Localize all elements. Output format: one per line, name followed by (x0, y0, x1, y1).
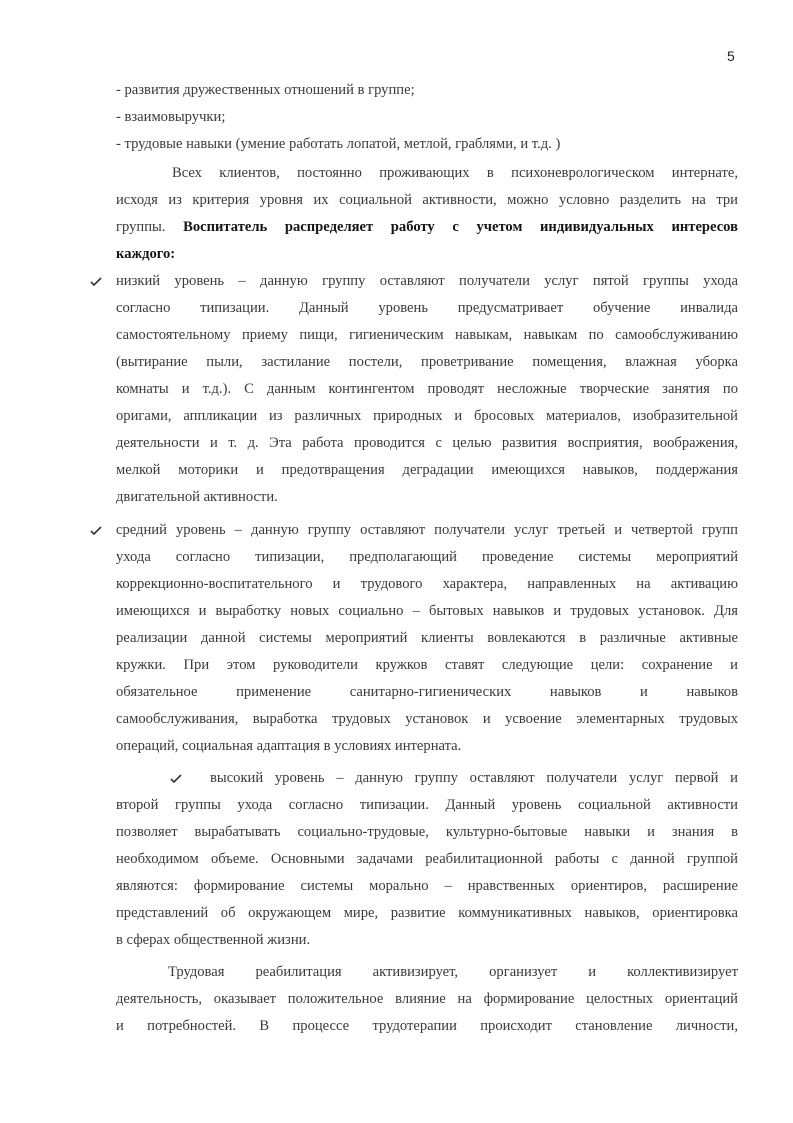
paragraph-line: имеющихся и выработку новых социально – бытовых навыков и трудовых установок. Для (116, 603, 738, 619)
paragraph-line: коррекционно-воспитательного и трудового характера, направленных на активацию (116, 576, 738, 592)
paragraph-line: операций, социальная адаптация в условиях интерната. (116, 738, 462, 754)
paragraph-line: высокий уровень – данную группу оставляют получатели услуг первой и (210, 770, 738, 786)
paragraph-line: двигательной активности. (116, 489, 278, 505)
paragraph-line: оригами, аппликации из различных природных и бросовых материалов, изобразительной (116, 408, 738, 424)
paragraph-line: (вытирание пыли, застилание постели, проветривание помещения, влажная уборка (116, 354, 738, 370)
paragraph-line: реализации данной системы мероприятий клиенты вовлекаются в различные активные (116, 630, 738, 646)
paragraph-line: Трудовая реабилитация активизирует, организует и коллективизирует (168, 964, 738, 980)
paragraph-line: позволяет вырабатывать социально-трудовые, культурно-бытовые навыки и знания в (116, 824, 738, 840)
paragraph-line: обязательное применение санитарно-гигиенических навыков и навыков (116, 684, 738, 700)
paragraph-line (116, 217, 738, 237)
bold-text: Воспитатель распределяет работу с учетом индивидуальных интересов (183, 219, 738, 235)
paragraph-line: Всех клиентов, постоянно проживающих в психоневрологическом интернате, (172, 165, 738, 181)
paragraph-line: деятельности и т. д. Эта работа проводится с целью развития восприятия, воображения, (116, 435, 738, 451)
paragraph-line: согласно типизации. Данный уровень предусматривает обучение инвалида (116, 300, 738, 316)
paragraph-line: исходя из критерия уровня их социальной активности, можно условно разделить на три (116, 192, 738, 208)
paragraph-line: являются: формирование системы морально – нравственных ориентиров, расширение (116, 878, 738, 894)
text-run: группы. (116, 219, 166, 235)
list-item: - трудовые навыки (умение работать лопатой, метлой, граблями, и т.д. ) (116, 136, 561, 152)
paragraph-line: комнаты и т.д.). С данным контингентом проводят несложные творческие занятия по (116, 381, 738, 397)
page-number: 5 (727, 48, 735, 64)
paragraph-line: самостоятельному приему пищи, гигиеническим навыкам, навыкам по самообслуживанию (116, 327, 738, 343)
checkmark-bullet-icon (170, 774, 182, 784)
checkmark-bullet-icon (90, 526, 102, 536)
bold-text: каждого: (116, 246, 176, 262)
paragraph-line: деятельность, оказывает положительное влияние на формирование целостных ориентаций (116, 991, 738, 1007)
checkmark-bullet-icon (90, 277, 102, 287)
paragraph-line: низкий уровень – данную группу оставляют получатели услуг пятой группы ухода (116, 273, 738, 289)
paragraph-line: представлений об окружающем мире, развитие коммуникативных навыков, ориентировка (116, 905, 738, 921)
paragraph-line: кружки. При этом руководители кружков ставят следующие цели: сохранение и (116, 657, 738, 673)
paragraph-line: самообслуживания, выработка трудовых установок и усвоение элементарных трудовых (116, 711, 738, 727)
list-item: - развития дружественных отношений в группе; (116, 82, 415, 98)
paragraph-line: и потребностей. В процессе трудотерапии происходит становление личности, (116, 1018, 738, 1034)
paragraph-line: необходимом объеме. Основными задачами реабилитационной работы с данной группой (116, 851, 738, 867)
paragraph-line: ухода согласно типизации, предполагающий проведение системы мероприятий (116, 549, 738, 565)
paragraph-line: второй группы ухода согласно типизации. Данный уровень социальной активности (116, 797, 738, 813)
paragraph-line: средний уровень – данную группу оставляют получатели услуг третьей и четвертой групп (116, 522, 738, 538)
list-item: - взаимовыручки; (116, 109, 226, 125)
paragraph-line: мелкой моторики и предотвращения деградации имеющихся навыков, поддержания (116, 462, 738, 478)
paragraph-line: в сферах общественной жизни. (116, 932, 311, 948)
